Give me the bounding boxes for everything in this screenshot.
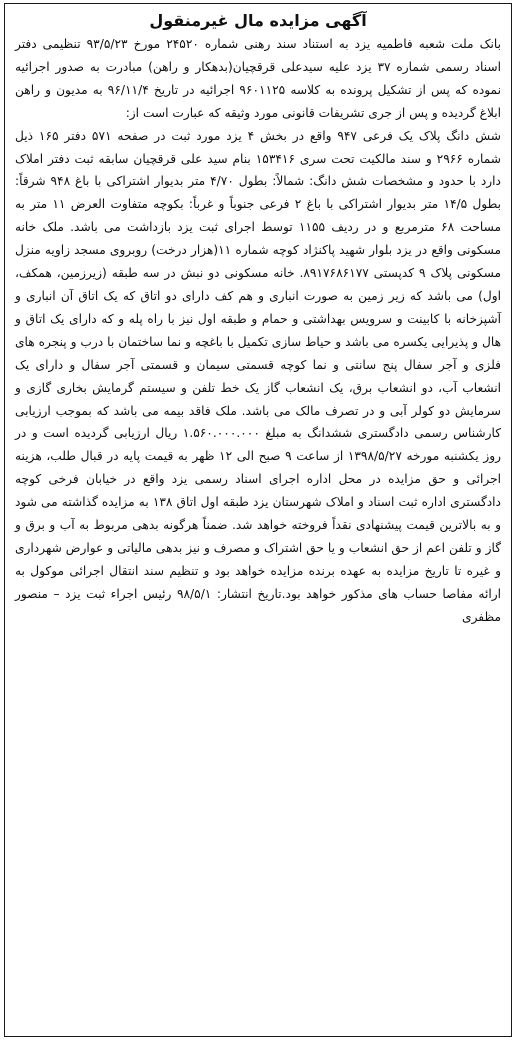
property-description: شش دانگ پلاک یک فرعی ۹۴۷ واقع در بخش ۴ یزد مورد ثبت در صفحه ۵۷۱ دفتر ۱۶۵ ذیل شماره ۲۹۶۶ و سند مالکیت تحت سری ۱۵۳۴۱۶ بنام سید علی قرقچیان سابقه ثبت دفتر املاک دارد با حدود و مشخصات شش دانگ: شمالاً: بطول ۴/۷۰ متر بدیوار اشتراکی با باغ ۹۴۸ شرقاً: بطول ۱۴/۵ متر بدیوار اشتراکی با باغ ۲ فرعی جنوباً و غرباً: بکوچه متفاوت العرض ۱۱ متر به مساحت ۶۸ مترمربع و در ردیف ۱۱۵۵ توسط اجرای ثبت یزد بازداشت می باشد. ملک خانه مسکونی واقع در یزد بلوار شهید پاکنژاد کوچه شماره ۱۱(هزار درخت) روبروی مسجد زاویه منزل مسکونی پلاک ۹ کدپستی ۸۹۱۷۶۸۶۱۷۷. خانه مسکونی دو نبش در سه طبقه (زیرزمین، همکف، اول) می باشد که زیر زمین به صورت انباری و هم کف دارای دو اتاق که یک اتاق آن انباری و آشپزخانه با کابینت و سرویس بهداشتی و حمام و طبقه اول نیز با راه پله و که دارای یک اتاق و هال و پذیرایی یکسره می باشد و حیاط سازی تکمیل با باغچه و نما ساختمان با درب و پنجره های فلزی و آجر سفال پنج سانتی و نما کوچه قسمتی سیمان و قسمتی آجر سفال و دارای یک انشعاب آب، دو انشعاب برق، یک انشعاب گاز یک خط تلفن و سیستم گرمایش بخاری گازی و سرمایش دو کولر آبی و در تصرف مالک می باشد. ملک فاقد بیمه می باشد که بموجب ارزیابی کارشناس رسمی دادگستری ششدانگ به مبلغ ۱.۵۶۰.۰۰۰.۰۰۰ ریال ارزیابی گردیده است و در روز یکشنبه مورخه ۱۳۹۸/۵/۲۷ از ساعت ۹ صبح الی ۱۲ ظهر به قیمت پایه در قبال طلب، هزینه اجرائی و حق مزایده در محل اداره اجرای اسناد رسمی یزد واقع در خیابان فرخی کوچه دادگستری اداره ثبت اسناد و املاک شهرستان یزد طبقه اول اتاق ۱۳۸ به مزایده گذاشته می شود و به بالاترین قیمت پیشنهادی نقداً فروخته خواهد شد. ضمناً هرگونه بدهی مربوط به آب و برق و گاز و تلفن اعم از حق انشعاب و یا حق اشتراک و مصرف و نیز بدهی مالیاتی و عوارض شهرداری و غیره تا تاریخ مزایده به عهده برنده مزایده خواهد بود و تنظیم سند انتقال اجرائی موکول به ارائه مفاصا حساب های مذکور خواهد بود. — [15, 128, 502, 601]
notice-paragraph-property — [15, 125, 501, 629]
publish-date-and-signature: تاریخ انتشار: ۹۸/۵/۱ رئیس اجراء ثبت یزد – منصور مظفری — [15, 586, 501, 624]
auction-notice — [4, 3, 512, 1037]
notice-title: آگهی مزایده مال غیرمنقول — [149, 11, 367, 30]
notice-body — [15, 33, 501, 629]
notice-paragraph-intro: بانک ملت شعبه فاطمیه یزد به استناد سند رهنی شماره ۲۴۵۲۰ مورخ ۹۳/۵/۲۳ تنظیمی دفتر اسناد رسمی شماره ۳۷ یزد علیه سیدعلی قرقچیان(بدهکار و راهن) مبادرت به صدور اجرائیه نموده که پس از تشکیل پرونده به کلاسه ۹۶۰۱۱۲۵ اجرائیه در تاریخ ۹۶/۱۱/۴ به مدیون و راهن ابلاغ گردیده و پس از جری تشریفات قانونی مورد وثیقه که عبارت است از: — [15, 37, 502, 120]
